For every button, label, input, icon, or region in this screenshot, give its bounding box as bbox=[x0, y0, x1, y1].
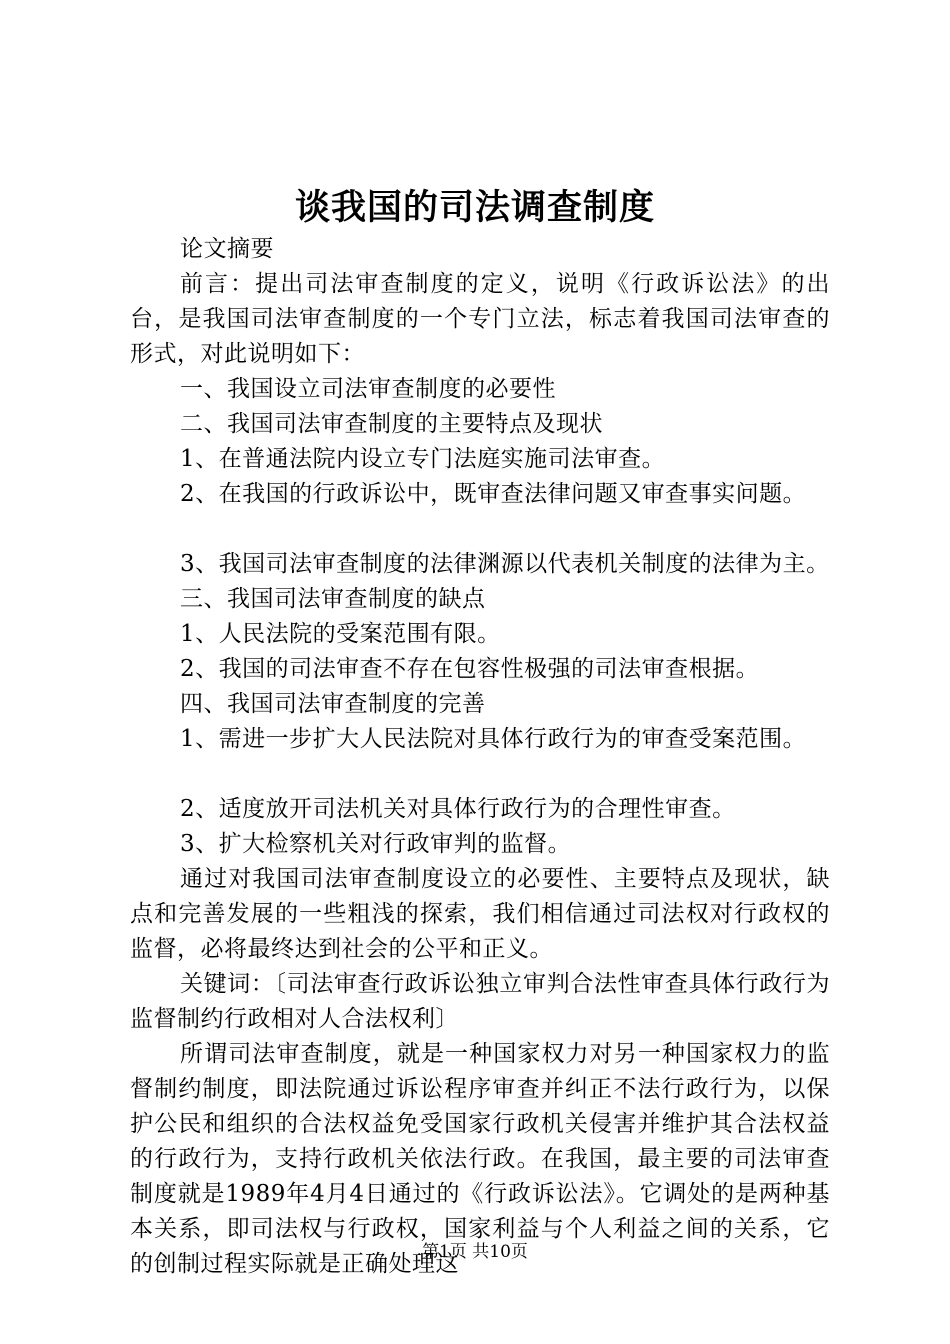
list-item: 3、扩大检察机关对行政审判的监督。 bbox=[180, 831, 572, 857]
section-heading-4: 四、我国司法审查制度的完善 bbox=[180, 691, 486, 717]
section-heading-3: 三、我国司法审查制度的缺点 bbox=[180, 586, 486, 612]
section-heading-2: 二、我国司法审查制度的主要特点及现状 bbox=[180, 411, 603, 437]
list-item: 1、人民法院的受案范围有限。 bbox=[180, 621, 501, 647]
summary-paragraph: 通过对我国司法审查制度设立的必要性、主要特点及现状，缺点和完善发展的一些粗浅的探索，我们相信通过司法权对行政权的监督，必将最终达到社会的公平和正义。 bbox=[130, 866, 830, 962]
list-item: 2、在我国的行政诉讼中，既审查法律问题又审查事实问题。 bbox=[180, 481, 807, 507]
preface-paragraph: 前言：提出司法审查制度的定义，说明《行政诉讼法》的出台，是我国司法审查制度的一个专门立法，标志着我国司法审查的形式，对此说明如下： bbox=[130, 271, 830, 367]
list-item: 1、在普通法院内设立专门法庭实施司法审查。 bbox=[180, 446, 666, 472]
abstract-heading: 论文摘要 bbox=[180, 236, 274, 262]
body-paragraph: 所谓司法审查制度，就是一种国家权力对另一种国家权力的监督制约制度，即法院通过诉讼程序审查并纠正不法行政行为，以保护公民和组织的合法权益免受国家行政机关侵害并维护其合法权益的行政行为，支持行政机关依法行政。在我国，最主要的司法审查制度就是1989年4月4日通过的《行政诉讼法》。它调处的是两种基本关系，即司法权与行政权，国家利益与个人利益之间的关系，它的创制过程实际就是正确处理这 bbox=[130, 1041, 830, 1277]
document-body bbox=[130, 232, 830, 1282]
list-item: 2、适度放开司法机关对具体行政行为的合理性审查。 bbox=[180, 796, 736, 822]
document-title: 谈我国的司法调查制度 bbox=[294, 187, 655, 228]
list-item: 1、需进一步扩大人民法院对具体行政行为的审查受案范围。 bbox=[180, 726, 807, 752]
list-item: 2、我国的司法审查不存在包容性极强的司法审查根据。 bbox=[180, 656, 760, 682]
section-heading-1: 一、我国设立司法审查制度的必要性 bbox=[180, 376, 556, 402]
page-footer: 第1页 共10页 bbox=[422, 1242, 528, 1262]
keywords-paragraph: 关键词：〔司法审查行政诉讼独立审判合法性审查具体行政行为监督制约行政相对人合法权利〕 bbox=[130, 971, 830, 1032]
list-item: 3、我国司法审查制度的法律渊源以代表机关制度的法律为主。 bbox=[180, 551, 830, 577]
